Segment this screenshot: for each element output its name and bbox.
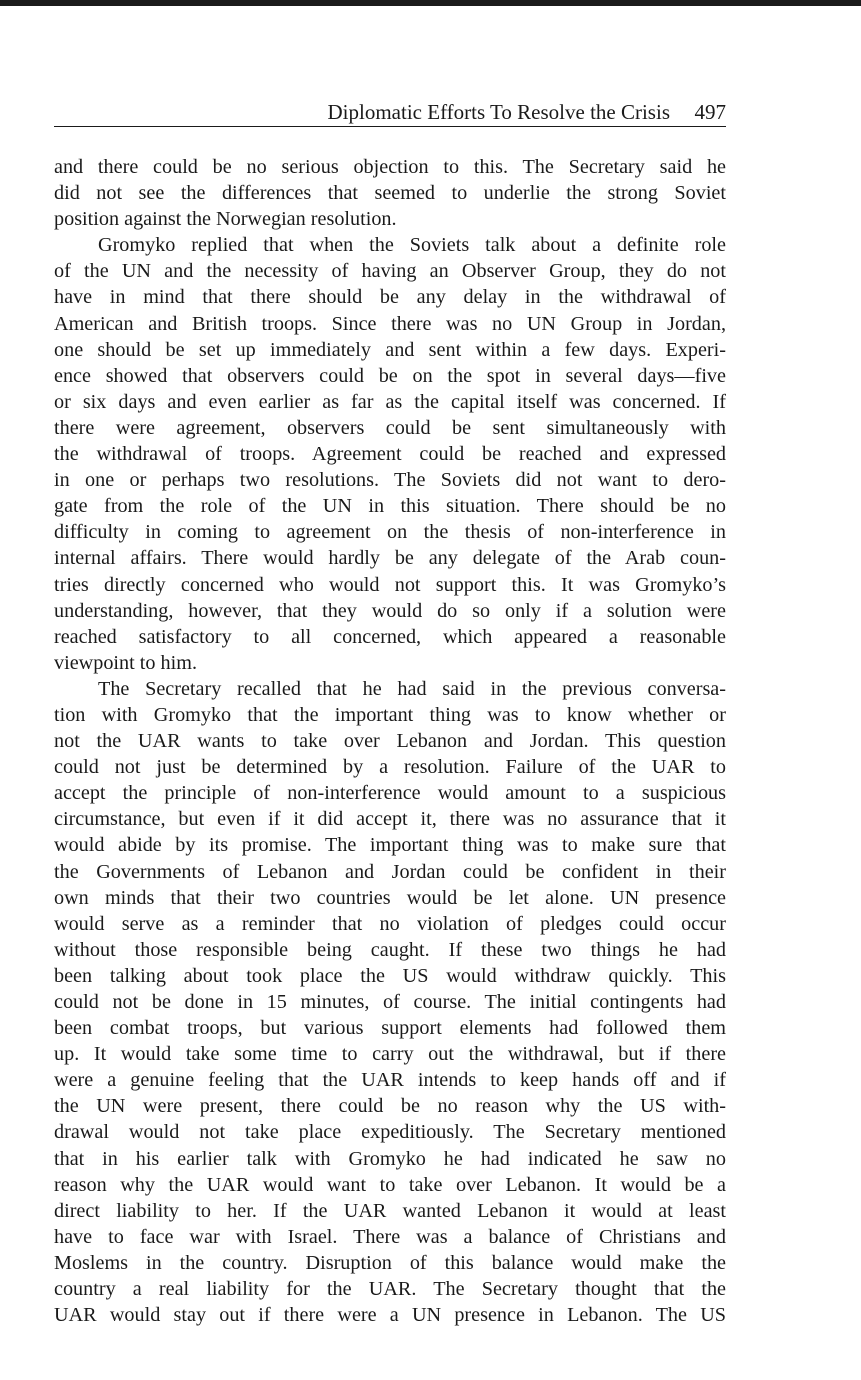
scan-top-edge — [0, 0, 861, 6]
text-line: understanding, however, that they would do so only if a solution were — [54, 599, 726, 622]
paragraph — [54, 154, 726, 232]
text-line: up. It would take some time to carry out the withdrawal, but if there — [54, 1043, 726, 1066]
text-line: circumstance, but even if it did accept it, there was no assurance that it — [54, 808, 726, 831]
text-line: could not be done in 15 minutes, of course. The initial contingents had — [54, 991, 726, 1013]
text-line: been combat troops, but various support elements had followed them — [54, 1017, 726, 1040]
text-line: own minds that their two countries would be let alone. UN presence — [54, 886, 726, 909]
text-line: one should be set up immediately and sent within a few days. Experi- — [54, 338, 726, 361]
text-line: the Governments of Lebanon and Jordan could be confident in their — [54, 860, 726, 883]
page-number: 497 — [694, 100, 726, 124]
text-line: without those responsible being caught. If these two things he had — [54, 938, 726, 961]
text-line: been talking about took place the US would withdraw quickly. This — [54, 964, 726, 987]
running-head — [54, 98, 726, 127]
text-line: would serve as a reminder that no violation of pledges could occur — [54, 912, 726, 935]
text-line: difficulty in coming to agreement on the thesis of non-interference in — [54, 521, 726, 544]
text-line: country a real liability for the UAR. The Secretary thought that the — [54, 1278, 726, 1301]
text-line: have to face war with Israel. There was a balance of Christians and — [54, 1225, 726, 1248]
text-line: and there could be no serious objection to this. The Secretary said he — [54, 156, 726, 178]
body-text — [54, 154, 726, 1328]
text-line: UAR would stay out if there were a UN presence in Lebanon. The US — [54, 1304, 726, 1327]
text-line: position against the Norwegian resolution. — [54, 208, 397, 231]
text-line: American and British troops. Since there was no UN Group in Jordan, — [54, 312, 726, 335]
text-line: not the UAR wants to take over Lebanon and Jordan. This question — [54, 730, 726, 753]
text-line: tion with Gromyko that the important thing was to know whether or — [54, 703, 726, 726]
text-line: of the UN and the necessity of having an Observer Group, they do not — [54, 260, 726, 283]
text-line: internal affairs. There would hardly be any delegate of the Arab coun- — [54, 547, 726, 570]
text-line: reason why the UAR would want to take over Lebanon. It would be a — [54, 1173, 726, 1196]
text-line: that in his earlier talk with Gromyko he had indicated he saw no — [54, 1147, 726, 1170]
text-line: the UN were present, there could be no reason why the US with- — [54, 1095, 726, 1118]
paragraph — [54, 676, 726, 1328]
text-line: gate from the role of the UN in this situation. There should be no — [54, 495, 726, 518]
text-line: there were agreement, observers could be sent simultaneously with — [54, 416, 726, 439]
text-line: viewpoint to him. — [54, 651, 197, 674]
text-line: did not see the differences that seemed to underlie the strong Soviet — [54, 182, 726, 205]
text-line: were a genuine feeling that the UAR intends to keep hands off and if — [54, 1069, 726, 1092]
text-line: the withdrawal of troops. Agreement could be reached and expressed — [54, 443, 726, 466]
text-line: in one or perhaps two resolutions. The Soviets did not want to dero- — [54, 469, 726, 492]
text-line: accept the principle of non-interference would amount to a suspicious — [54, 782, 726, 805]
text-line: have in mind that there should be any delay in the withdrawal of — [54, 286, 726, 309]
text-line: tries directly concerned who would not support this. It was Gromyko’s — [54, 573, 726, 596]
text-line: could not just be determined by a resolution. Failure of the UAR to — [54, 756, 726, 779]
text-line: drawal would not take place expeditiously. The Secretary mentioned — [54, 1121, 726, 1144]
text-line: reached satisfactory to all concerned, which appeared a reasonable — [54, 625, 726, 648]
paragraph — [54, 232, 726, 676]
text-line: ence showed that observers could be on the spot in several days—five — [54, 364, 726, 387]
text-line: Gromyko replied that when the Soviets talk about a definite role — [98, 234, 726, 257]
text-line: The Secretary recalled that he had said in the previous conversa- — [98, 677, 726, 700]
text-line: Moslems in the country. Disruption of this balance would make the — [54, 1251, 726, 1274]
text-line: or six days and even earlier as far as the capital itself was concerned. If — [54, 390, 726, 413]
text-line: direct liability to her. If the UAR wanted Lebanon it would at least — [54, 1199, 726, 1222]
running-head-title: Diplomatic Efforts To Resolve the Crisis — [327, 100, 670, 124]
text-line: would abide by its promise. The important thing was to make sure that — [54, 834, 726, 857]
